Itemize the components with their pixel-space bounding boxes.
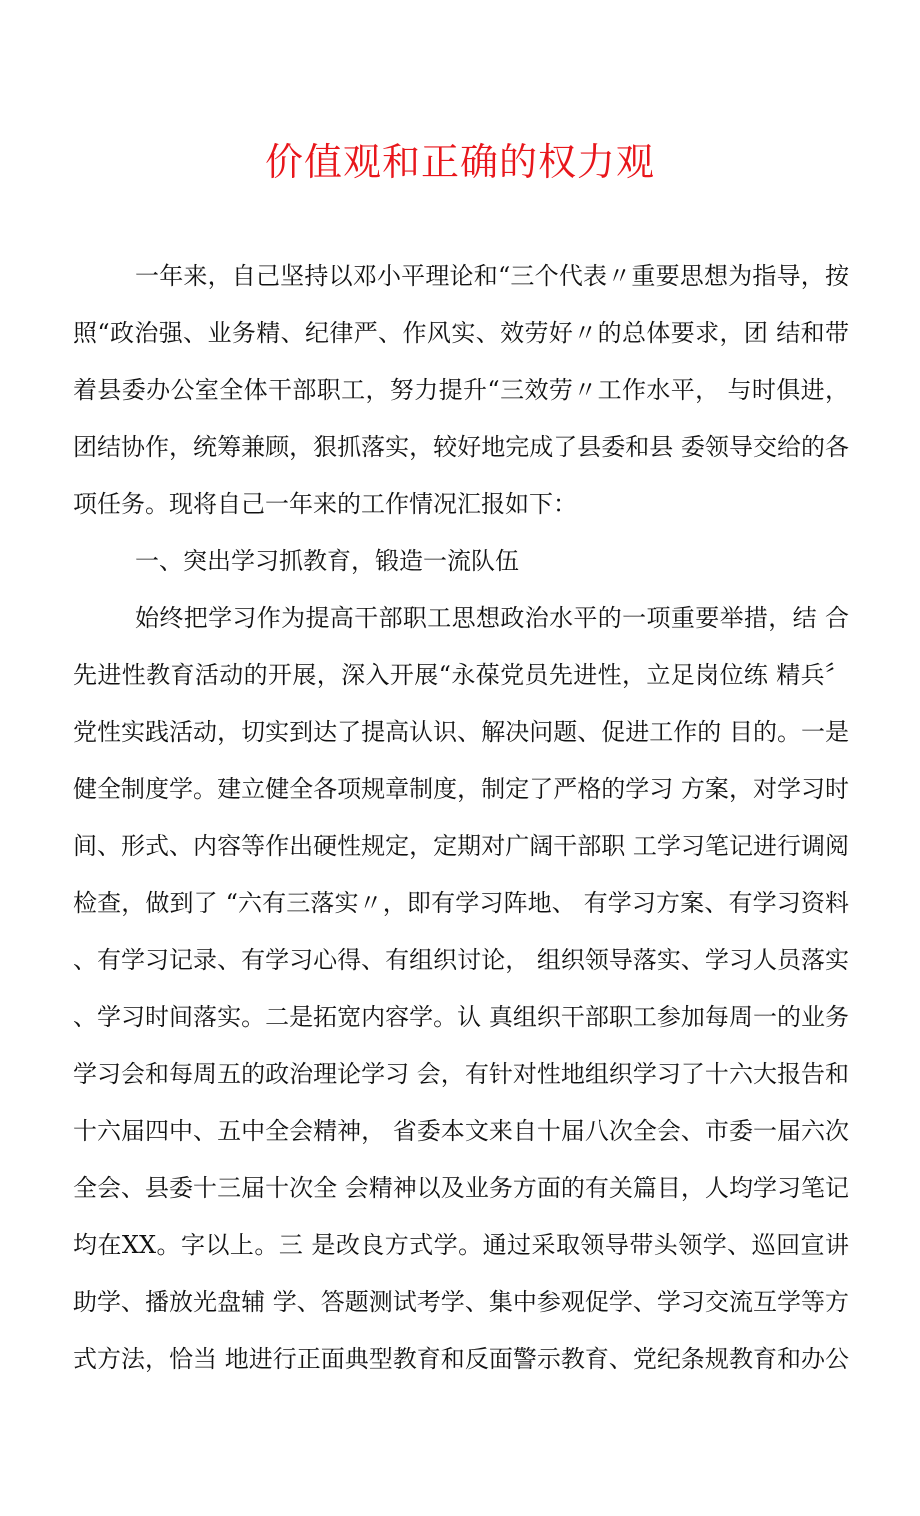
paragraph-line: 全会、县委十三届十次全 会精神以及业务方面的有关篇目，人均学习笔记 <box>73 1174 849 1202</box>
paragraph-line: 健全制度学。建立健全各项规章制度，制定了严格的学习 方案，对学习时 <box>73 775 849 803</box>
paragraph-line: 十六届四中、五中全会精神， 省委本文来自十届八次全会、市委一届六次 <box>73 1117 849 1145</box>
paragraph-line: 、学习时间落实。二是拓宽内容学。认 真组织干部职工参加每周一的业务 <box>73 1003 849 1031</box>
paragraph-line: 项任务。现将自己一年来的工作情况汇报如下： <box>73 490 577 518</box>
document-title: 价值观和正确的权力观 <box>264 140 655 184</box>
paragraph-line: 始终把学习作为提高干部职工思想政治水平的一项重要举措，结 合 <box>135 604 849 632</box>
paragraph-line: 团结协作，统筹兼顾，狠抓落实，较好地完成了县委和县 委领导交给的各 <box>73 433 849 461</box>
paragraph-line: 一年来，自己坚持以邓小平理论和“三个代表〃重要思想为指导，按 <box>135 262 849 290</box>
section-heading: 一、突出学习抓教育，锻造一流队伍 <box>135 547 519 575</box>
paragraph-line: 检查，做到了 “六有三落实〃，即有学习阵地、 有学习方案、有学习资料 <box>73 889 849 917</box>
paragraph-line: 式方法，恰当 地进行正面典型教育和反面警示教育、党纪条规教育和办公 <box>73 1345 849 1373</box>
paragraph-line: 着县委办公室全体干部职工，努力提升“三效劳〃工作水平， 与时俱进， <box>73 376 849 404</box>
paragraph-line: 照“政治强、业务精、纪律严、作风实、效劳好〃的总体要求，团 结和带 <box>73 319 849 347</box>
paragraph-line: 均在XX。字以上。三 是改良方式学。通过采取领导带头领学、巡回宣讲 <box>73 1231 849 1259</box>
paragraph-line: 学习会和每周五的政治理论学习 会，有针对性地组织学习了十六大报告和 <box>73 1060 849 1088</box>
paragraph-line: 助学、播放光盘辅 学、答题测试考学、集中参观促学、学习交流互学等方 <box>73 1288 849 1316</box>
paragraph-line: 、有学习记录、有学习心得、有组织讨论， 组织领导落实、学习人员落实 <box>73 946 849 974</box>
paragraph-line: 先进性教育活动的开展，深入开展“永葆党员先进性，立足岗位练 精兵〞 <box>73 661 849 689</box>
document-body <box>73 248 849 1388</box>
paragraph-line: 党性实践活动，切实到达了提高认识、解决问题、促进工作的 目的。一是 <box>73 718 849 746</box>
paragraph-line: 间、形式、内容等作出硬性规定，定期对广阔干部职 工学习笔记进行调阅 <box>73 832 849 860</box>
